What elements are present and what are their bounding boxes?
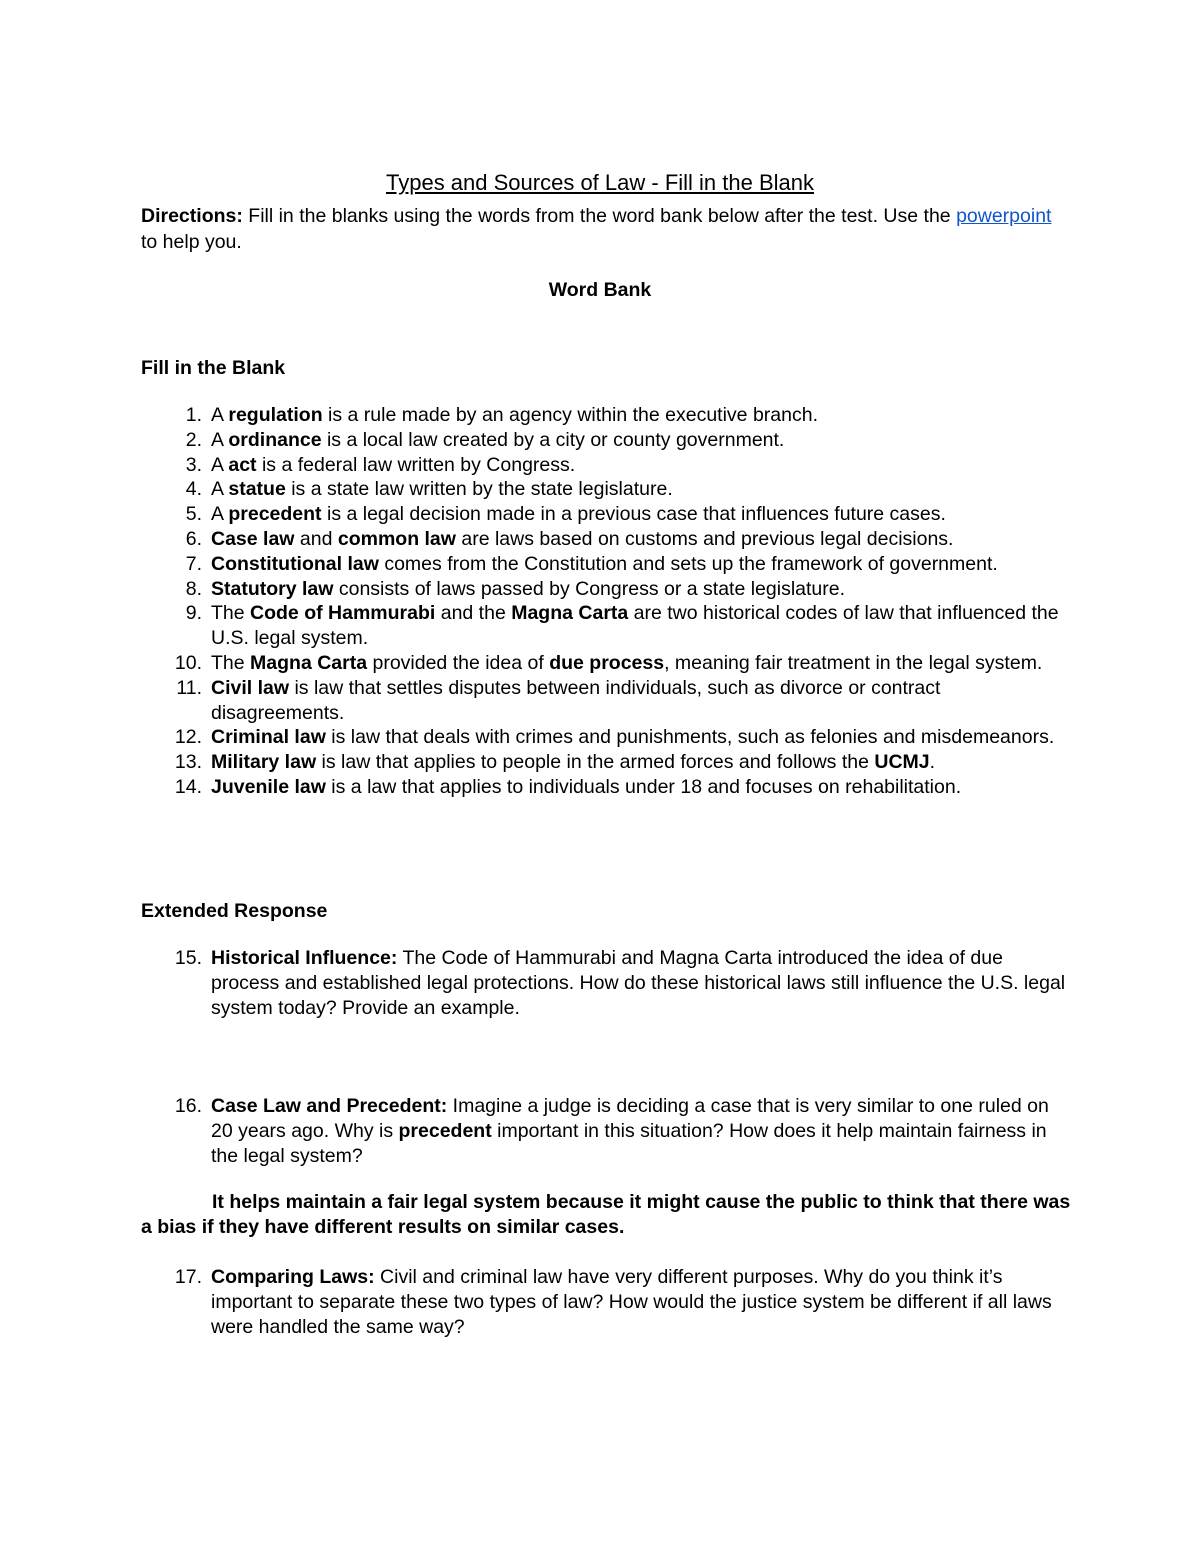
item-number: 17.	[174, 1266, 202, 1288]
item-number: 8.	[185, 577, 202, 600]
item-number: 14.	[174, 775, 202, 798]
item-number: 3.	[185, 453, 202, 476]
item-text: A	[211, 503, 229, 526]
item-term: Case Law and Precedent:	[211, 1095, 448, 1117]
item-number: 9.	[185, 602, 202, 625]
item-text: is a local law created by a city or county government.	[321, 428, 785, 451]
item-number: 7.	[185, 552, 202, 575]
item-number: 15.	[174, 947, 202, 969]
item-text: is a rule made by an agency within the executive branch.	[322, 404, 818, 426]
directions	[141, 203, 1061, 255]
item-text: .	[929, 751, 936, 774]
item-text: is a state law written by the state legislature.	[285, 478, 673, 501]
item-text: Imagine a judge is deciding a case that is very similar to one ruled on 20 years ago. Why is	[211, 1095, 1049, 1142]
item-text: The	[211, 651, 251, 674]
list-item	[141, 725, 1066, 750]
item-term: Magna Carta	[511, 602, 629, 625]
page-title: Types and Sources of Law - Fill in the Blank	[386, 170, 814, 195]
item-term: regulation	[228, 404, 323, 426]
directions-text-end: to help you.	[141, 231, 242, 253]
item-number: 4.	[185, 478, 202, 501]
list-item	[141, 1265, 1066, 1339]
item-text: A	[211, 453, 229, 476]
extended-response-heading: Extended Response	[141, 900, 328, 922]
list-item	[141, 676, 1066, 726]
item-term: Civil law	[211, 676, 290, 699]
item-term: due process	[549, 651, 665, 674]
list-item	[141, 750, 1066, 775]
item-term: UCMJ	[874, 751, 930, 774]
fill-in-blank-list	[141, 403, 1066, 800]
list-item	[141, 428, 1066, 453]
directions-label: Directions:	[141, 205, 243, 227]
item-term: Code of Hammurabi	[250, 602, 436, 625]
item-number: 13.	[174, 751, 202, 774]
item-term: act	[228, 453, 257, 476]
item-term: common law	[337, 527, 456, 550]
item-term: Statutory law	[211, 577, 334, 600]
list-item	[141, 577, 1066, 602]
item-number: 2.	[185, 428, 202, 451]
item-text: Civil and criminal law have very different purposes. Why do you think it’s important to separate these two types of law? How would the justice system be different if all laws were handled the same way?	[211, 1266, 1052, 1338]
list-item	[141, 651, 1066, 676]
list-item	[141, 1094, 1066, 1168]
item-text: is law that settles disputes between individuals, such as divorce or contract disagreements.	[211, 676, 941, 724]
item-text: is a legal decision made in a previous case that influences future cases.	[321, 503, 946, 526]
item-text: , meaning fair treatment in the legal system.	[664, 651, 1043, 674]
item-text: is a law that applies to individuals under 18 and focuses on rehabilitation.	[325, 775, 962, 798]
item-text: A	[211, 478, 229, 501]
item-text: and	[294, 527, 338, 550]
item-term: ordinance	[228, 428, 322, 451]
item-term: Criminal law	[211, 726, 326, 749]
list-item	[141, 527, 1066, 552]
item-text: is law that deals with crimes and punishments, such as felonies and misdemeanors.	[325, 726, 1055, 749]
list-item	[141, 403, 1066, 428]
item-text: comes from the Constitution and sets up the framework of government.	[378, 552, 998, 575]
item-number: 1.	[185, 404, 202, 426]
item-term: Juvenile law	[211, 775, 326, 798]
item-text: are laws based on customs and previous legal decisions.	[455, 527, 954, 550]
item-number: 16.	[174, 1095, 202, 1117]
extended-response-list	[141, 946, 1066, 1020]
list-item	[141, 775, 1066, 800]
item-number: 12.	[174, 726, 202, 749]
list-item	[141, 453, 1066, 478]
item-term: statue	[228, 478, 286, 501]
item-text: The	[211, 602, 251, 625]
item-text: A	[211, 428, 229, 451]
item-text: and the	[435, 602, 512, 625]
powerpoint-link[interactable]: powerpoint	[956, 205, 1052, 227]
item-number: 6.	[185, 527, 202, 550]
word-bank-heading: Word Bank	[548, 279, 652, 301]
list-item	[141, 552, 1066, 577]
item-number: 5.	[185, 503, 202, 526]
list-item	[141, 477, 1066, 502]
list-item	[141, 946, 1066, 1020]
item-term: Case law	[211, 527, 295, 550]
item-term: Military law	[211, 751, 317, 774]
item-text: is a federal law written by Congress.	[256, 453, 576, 476]
item-term: Constitutional law	[211, 552, 379, 575]
fill-in-blank-heading: Fill in the Blank	[141, 357, 286, 379]
item-text: The Code of Hammurabi and Magna Carta introduced the idea of due process and established legal protections. How do these historical laws still influence the U.S. legal system today? Provide an example.	[211, 947, 1066, 1019]
item-term: precedent	[398, 1119, 492, 1142]
list-item	[141, 502, 1066, 527]
item-text: is law that applies to people in the armed forces and follows the	[316, 751, 875, 774]
item-term: Comparing Laws:	[211, 1266, 375, 1288]
item-text: are two historical codes of law that influenced the U.S. legal system.	[211, 602, 1059, 650]
directions-text: Fill in the blanks using the words from the word bank below after the test. Use the	[242, 205, 957, 227]
answer-16: It helps maintain a fair legal system because it might cause the public to think that there was a bias if they have different results on similar cases.	[141, 1191, 1071, 1238]
item-number: 10.	[174, 651, 202, 674]
item-number: 11.	[176, 676, 202, 699]
extended-response-list-2	[141, 1094, 1066, 1168]
extended-response-list-3	[141, 1265, 1066, 1339]
item-term: Magna Carta	[250, 651, 368, 674]
item-text: provided the idea of	[367, 651, 550, 674]
item-text: consists of laws passed by Congress or a state legislature.	[333, 577, 846, 600]
item-term: precedent	[228, 503, 322, 526]
item-term: Historical Influence:	[211, 947, 398, 969]
item-text: A	[211, 404, 229, 426]
list-item	[141, 601, 1066, 651]
item-text: important in this situation? How does it help maintain fairness in the legal system?	[211, 1119, 1047, 1167]
